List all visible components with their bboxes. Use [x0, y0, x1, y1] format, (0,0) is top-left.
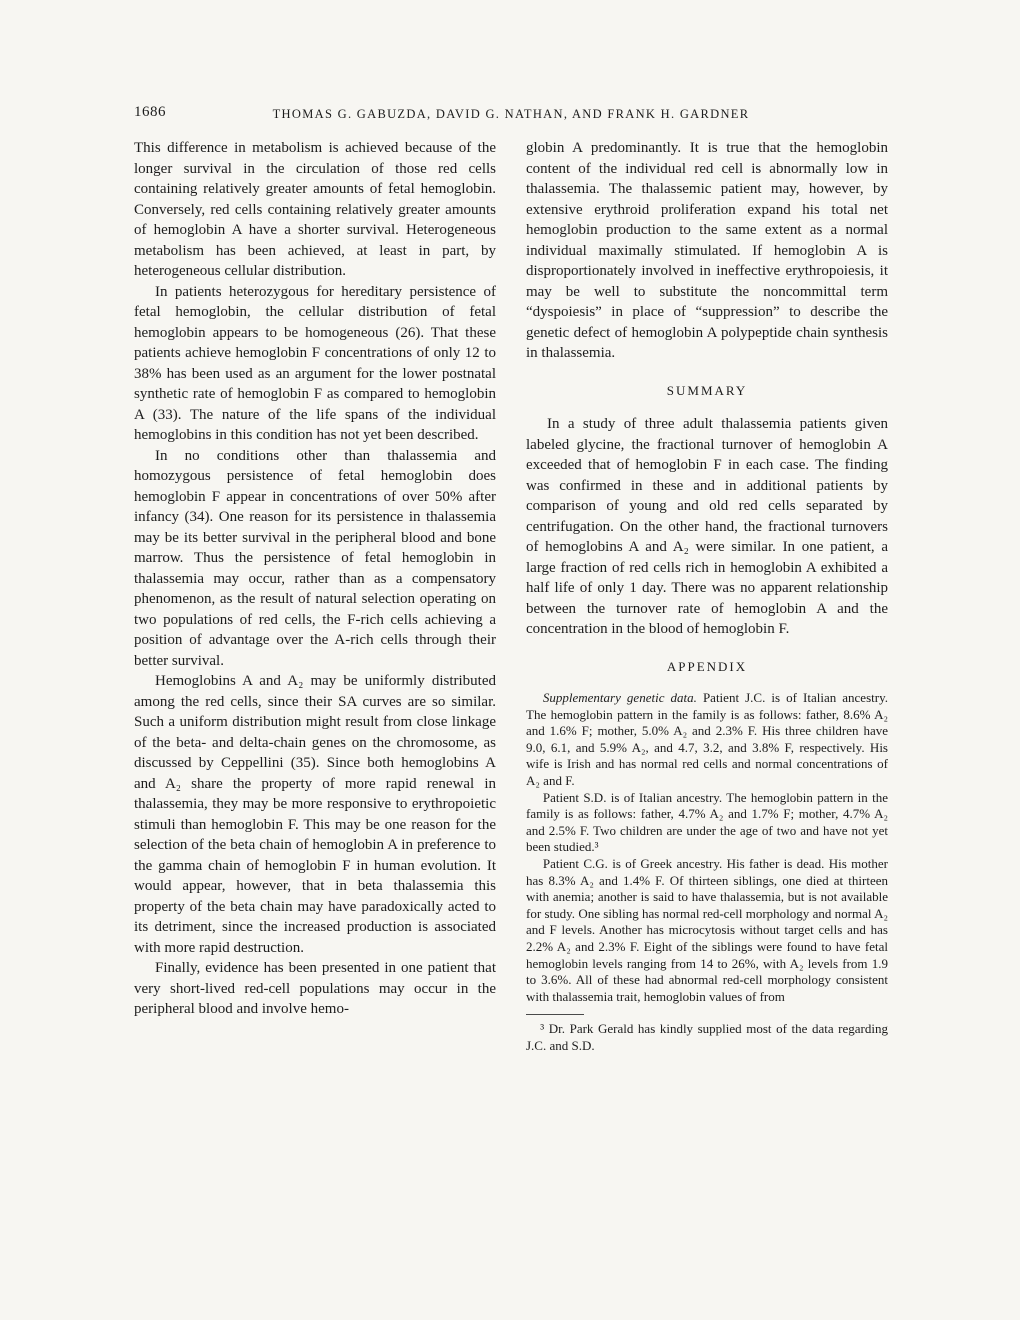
appendix-paragraph [526, 690, 888, 790]
paragraph: Finally, evidence has been presented in one patient that very short-lived red-cell populations may occur in the peripheral blood and involve hemo- [134, 960, 496, 1017]
appendix-heading: APPENDIX [666, 658, 748, 674]
two-column-body [134, 138, 888, 1054]
right-column [526, 138, 888, 1054]
paragraph: In patients heterozygous for hereditary persistence of fetal hemoglobin, the cellular distribution of fetal hemoglobin appears to be homogeneous (26). That these patients achieve hemoglobin F concentrations of only 12 to 38% has been used as an argument for the lower postnatal synthetic rate of hemoglobin F as compared to hemoglobin A (33). The nature of the life spans of the individual hemoglobins in this condition has not yet been described. [134, 283, 496, 443]
footnote: ³ Dr. Park Gerald has kindly supplied most of the data regarding J.C. and S.D. [526, 1021, 888, 1053]
page-header [134, 102, 888, 132]
page-content [134, 102, 888, 1054]
footnote-divider [526, 1014, 584, 1015]
left-column [134, 138, 496, 1054]
paragraph: Hemoglobins A and A₂ may be uniformly distributed among the red cells, since their SA curves are so similar. Such a uniform distribution might result from close linkage of the beta- and delta-chain genes on the chromosome, as discussed by Ceppellini (35). Since both hemoglobins A and A₂ share the property of more rapid renewal in thalassemia, they may be more responsive to erythropoietic stimuli than hemoglobin F. This may be one reason for the selection of the beta chain of hemoglobin A in preference to the gamma chain of hemoglobin F in human evolution. It would appear, however, that in beta thalassemia this property of the beta chain may have paradoxically acted to its detriment, since the increased production is associated with more rapid destruction. [134, 673, 496, 956]
appendix-lead-in: Supplementary genetic data. [542, 690, 697, 705]
appendix-paragraph: Patient S.D. is of Italian ancestry. The hemoglobin pattern in the family is as follows: father, 4.7% A₂ and 1.7% F; mother, 4.7% A₂ and 2.5% F. Two children are under the age of two and have not yet been studied.³ [526, 789, 888, 855]
paragraph: This difference in metabolism is achieved because of the longer survival in the circulation of those red cells containing relatively greater amounts of fetal hemoglobin. Conversely, red cells containing relatively greater amounts of hemoglobin A have a shorter survival. Heterogeneous metabolism has been achieved, at least in part, by heterogeneous cellular distribution. [134, 140, 496, 279]
paragraph: In no conditions other than thalassemia and homozygous persistence of fetal hemoglobin does hemoglobin F appear in concentrations of over 50% after infancy (34). One reason for its persistence in thalassemia may be its better survival in the peripheral blood and bone marrow. Thus the persistence of fetal hemoglobin in thalassemia may occur, rather than as a compensatory phenomenon, as the result of natural selection operating on two populations of red cells, the F-rich cells achieving a position of advantage over the A-rich cells through their better survival. [134, 447, 496, 669]
summary-heading: SUMMARY [666, 382, 748, 398]
appendix-section [526, 690, 888, 1005]
summary-paragraph: In a study of three adult thalassemia patients given labeled glycine, the fractional turnover of hemoglobin A exceeded that of hemoglobin F in each case. The finding was confirmed in these and in additional patients by comparison of young and old red cells separated by centrifugation. On the other hand, the fractional turnovers of hemoglobins A and A₂ were similar. In one patient, a large fraction of red cells rich in hemoglobin A exhibited a half life of only 1 day. There was no apparent relationship between the turnover rate of hemoglobin A and the concentration in the blood of hemoglobin F. [526, 416, 888, 637]
page-number: 1686 [134, 104, 166, 120]
appendix-paragraph-text: Patient J.C. is of Italian ancestry. The hemoglobin pattern in the family is as follows: father, 8.6% A₂ and 1.6% F; mother, 5.0% A₂ and 2.3% F. His three children have 9.0, 6.1, and 5.9% A₂, and 4.7, 3.2, and 3.8% F, respectively. His wife is Irish and has normal red cells and normal concentrations of A₂ and F. [526, 690, 888, 788]
running-head: THOMAS G. GABUZDA, DAVID G. NATHAN, AND FRANK H. GARDNER [272, 107, 750, 121]
appendix-paragraph: Patient C.G. is of Greek ancestry. His father is dead. His mother has 8.3% A₂ and 1.4% F. Of thirteen siblings, one died at thirteen with anemia; another is said to have thalassemia, but is not available for study. One sibling has normal red-cell morphology and normal A₂ and F levels. Another has microcytosis without target cells and has 2.2% A₂ and 2.3% F. Eight of the siblings were found to have fetal hemoglobin levels ranging from 14 to 26%, with A₂ levels from 1.9 to 3.6%. All of these had abnormal red-cell morphology consistent with thalassemia trait, hemoglobin values of from [526, 855, 888, 1004]
paragraph: globin A predominantly. It is true that the hemoglobin content of the individual red cell is abnormally low in thalassemia. The thalassemic patient may, however, by extensive erythroid proliferation expand his total net hemoglobin production to the same extent as a normal individual maximally stimulated. If hemoglobin A is disproportionately involved in ineffective erythropoiesis, it may be well to substitute the noncommittal term “dyspoiesis” in place of “suppression” to describe the genetic defect of hemoglobin A polypeptide chain synthesis in thalassemia. [526, 140, 888, 361]
